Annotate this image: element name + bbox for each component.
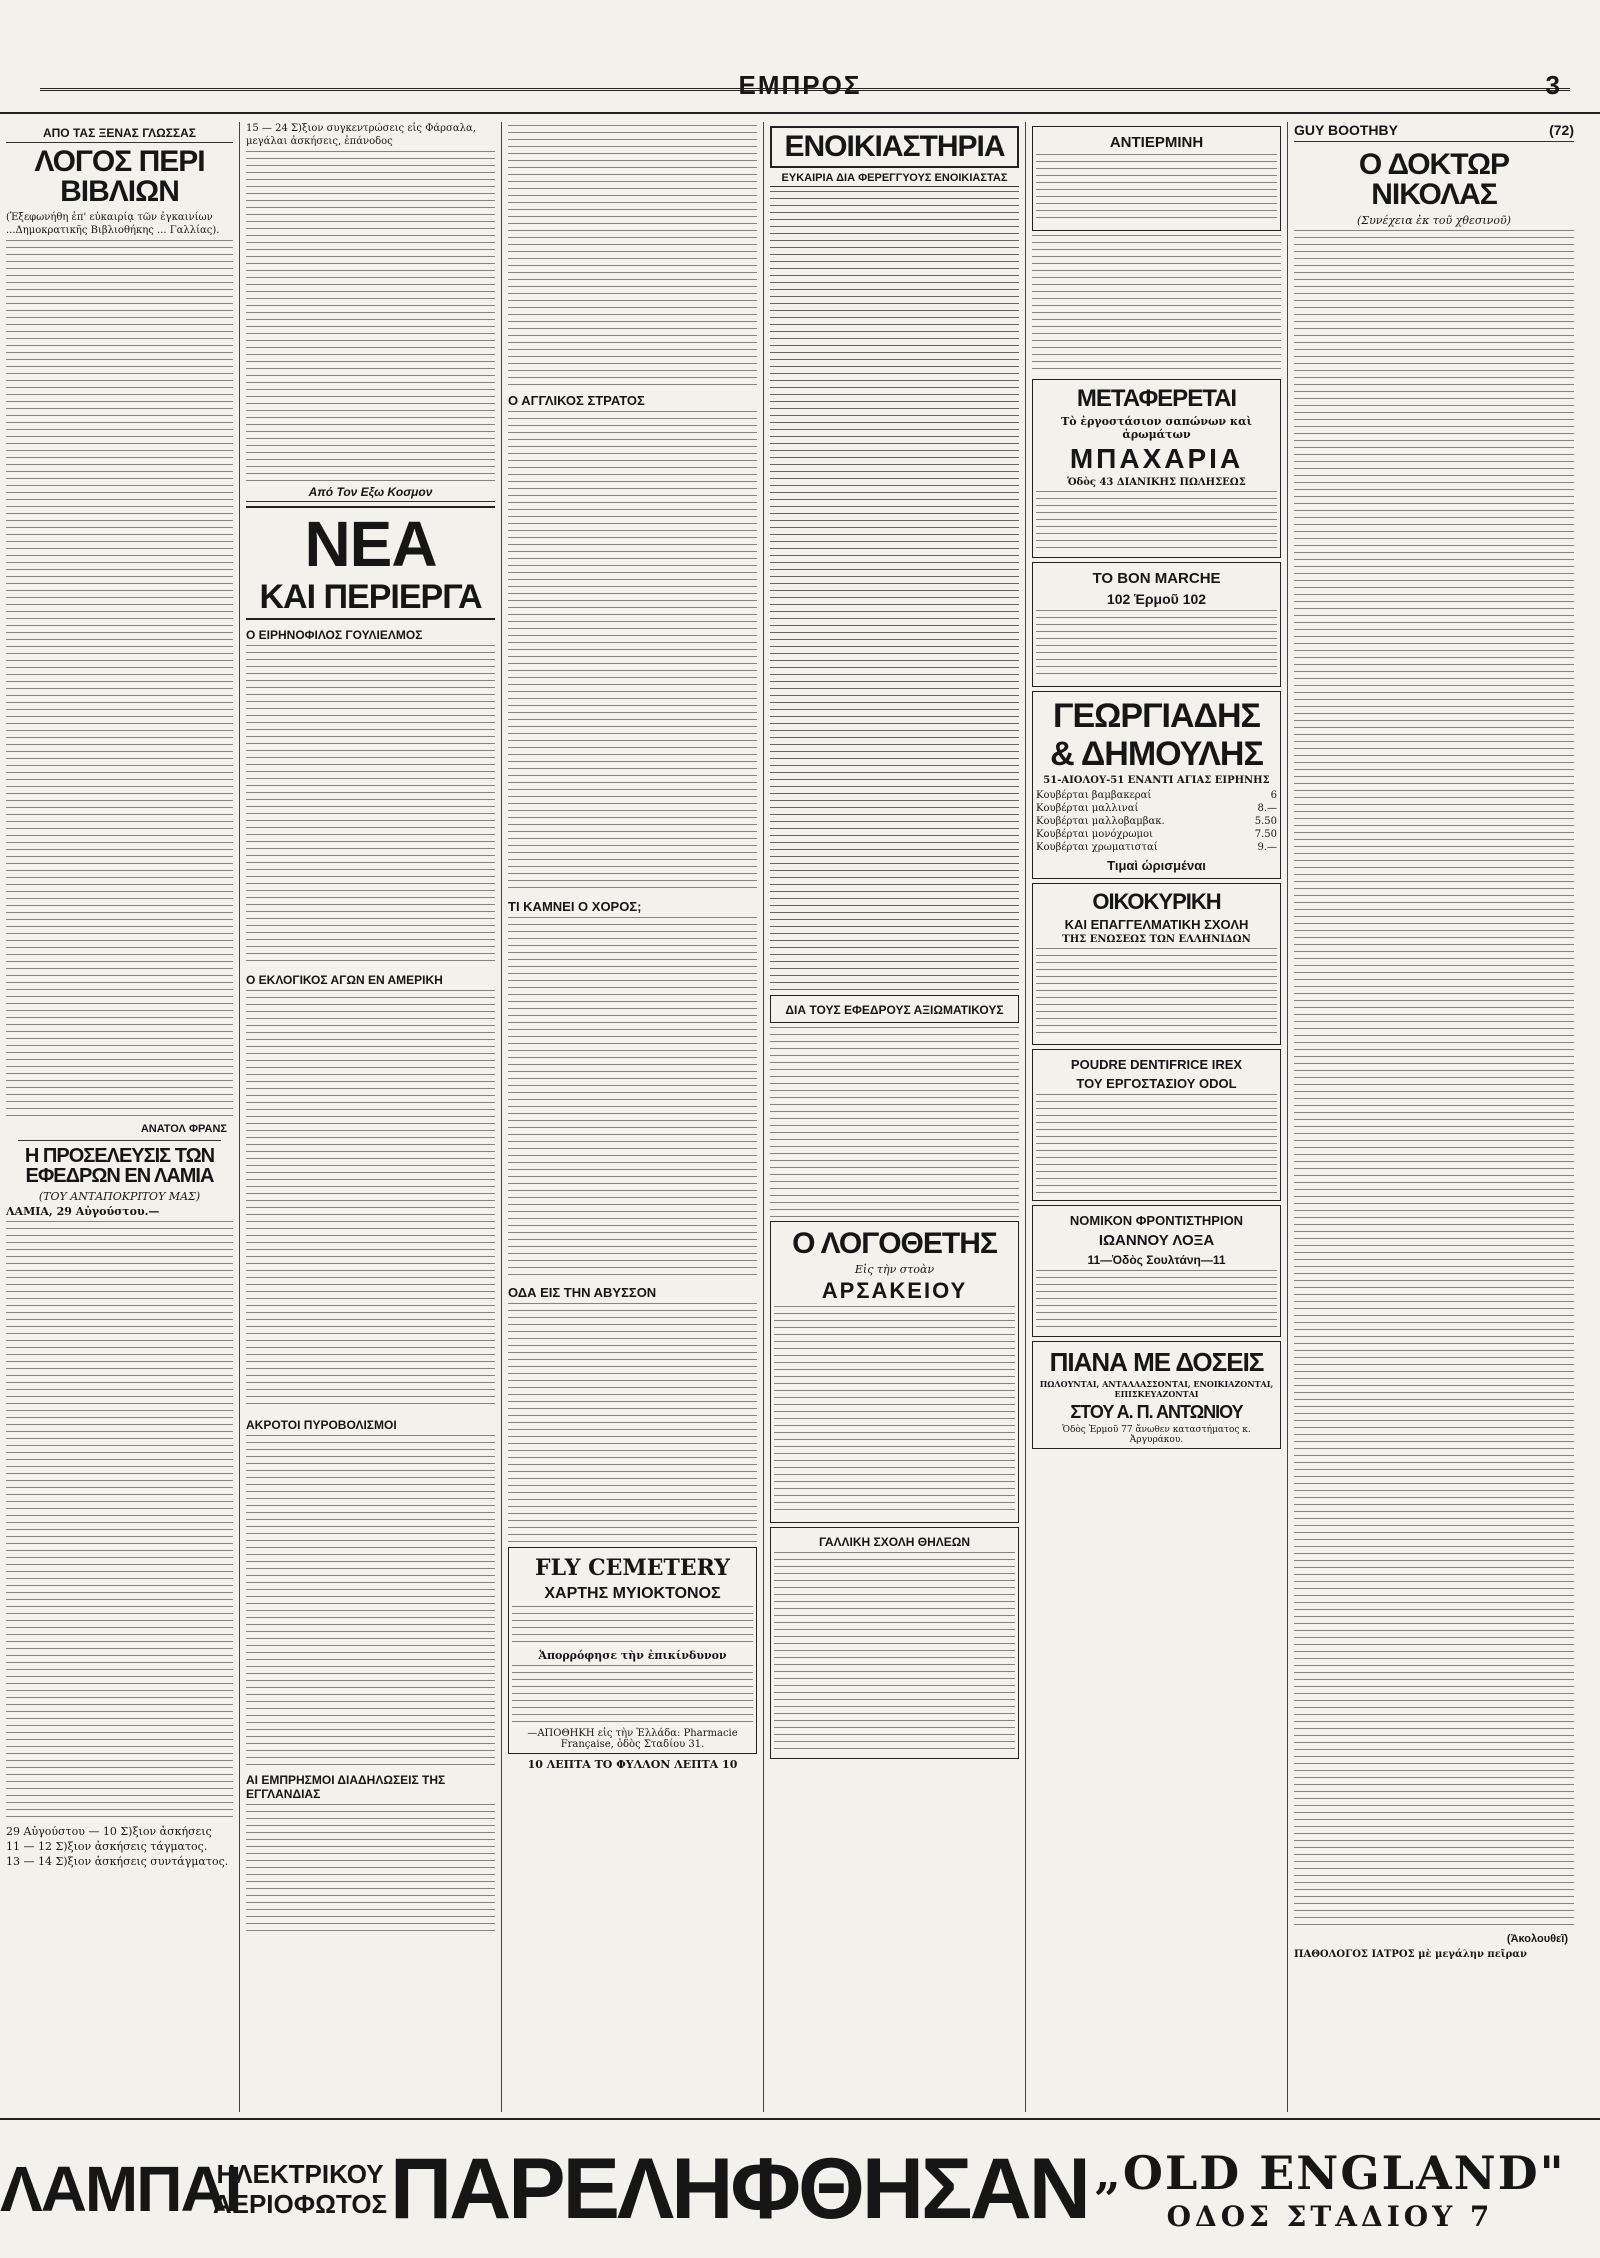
notice-body: [1032, 235, 1281, 375]
issue-price: 10 ΛΕΠΤΑ ΤΟ ΦΥΛΛΟΝ ΛΕΠΤΑ 10: [527, 1758, 738, 1771]
section-heading: Ο ΕΙΡΗΝΟΦΙΛΟΣ ΓΟΥΛΙΕΛΜΟΣ: [246, 628, 423, 642]
headline-rentals: ΕΝΟΙΚΙΑΣΤΗΡΙΑ: [770, 126, 1019, 168]
ad-line: ΚΑΙ ΕΠΑΓΓΕΛΜΑΤΙΚΗ ΣΧΟΛΗ: [1064, 917, 1249, 932]
article-body: [246, 1804, 495, 1934]
bottom-advertisement: [0, 2118, 1600, 2258]
masthead: [0, 0, 1600, 114]
list-item: 11 — 12 Σ)ξιον ἀσκήσεις τάγματος.: [6, 1840, 208, 1853]
ad-title: Ο ΛΟΓΟΘΕΤΗΣ: [792, 1227, 997, 1260]
ad-body: [1036, 610, 1277, 680]
price-row: [1036, 789, 1277, 802]
price-value: 6: [1270, 790, 1277, 801]
ad-title: ΑΝΤΙΕΡΜΙΝΗ: [1109, 134, 1204, 151]
ad-body: [1036, 1270, 1277, 1330]
ad-body: [774, 1552, 1015, 1752]
section-heading: ΟΔΑ ΕΙΣ ΤΗΝ ΑΒΥΣΣΟΝ: [508, 1285, 657, 1300]
ad-title: ΝΟΜΙΚΟΝ ΦΡΟΝΤΙΣΤΗΡΙΟΝ: [1069, 1213, 1244, 1228]
ad-lamps: ΛΑΜΠΑΙ: [0, 2153, 241, 2225]
headline-reservists: Η ΠΡΟΣΕΛΕΥΣΙΣ ΤΩΝ ΕΦΕΔΡΩΝ ΕΝ ΛΑΜΙΑ: [24, 1145, 215, 1187]
price-row: [1036, 841, 1277, 854]
section-heading: ΤΙ ΚΑΜΝΕΙ Ο ΧΟΡΟΣ;: [508, 899, 642, 914]
price-item: Κουβέρται βαμβακεραί: [1036, 790, 1152, 801]
column-2: [240, 122, 502, 2112]
headline-books: ΛΟΓΟΣ ΠΕΡΙ ΒΙΒΛΙΩΝ: [34, 145, 205, 208]
column-3: [502, 122, 764, 2112]
article-body-books: [6, 240, 233, 1120]
section-kicker: Από Τον Εξω Κοσμον: [246, 485, 495, 502]
headline-curiosities: ΚΑΙ ΠΕΡΙΕΡΓΑ: [246, 580, 495, 620]
serial-installment: (72): [1549, 122, 1574, 138]
ad-body: [1036, 1094, 1277, 1194]
schedule-list: [6, 1824, 233, 1869]
notice-title: ΔΙΑ ΤΟΥΣ ΕΦΕΔΡΟΥΣ ΑΞΙΩΜΑΤΙΚΟΥΣ: [785, 1003, 1004, 1017]
serial-author: GUY BOOTHBY: [1294, 122, 1398, 138]
page-number: 3: [1545, 70, 1560, 100]
price-value: 8.—: [1257, 803, 1277, 814]
price-row: [1036, 815, 1277, 828]
ad-arrived: ΠΑΡΕΛΗΦΘΗΣΑΝ: [390, 2140, 1088, 2237]
price-note: Τιμαὶ ὡρισμέναι: [1107, 858, 1206, 873]
list-item: 13 — 14 Σ)ξιον ἀσκήσεις συντάγματος.: [6, 1855, 229, 1868]
ad-body: [1036, 948, 1277, 1038]
advertisement-fly-cemetery: [508, 1547, 757, 1754]
section-heading: Ο ΕΚΛΟΓΙΚΟΣ ΑΓΩΝ ΕΝ ΑΜΕΡΙΚΗ: [246, 973, 443, 987]
article-body: [508, 917, 757, 1277]
price-value: 9.—: [1257, 842, 1277, 853]
column-6: [1288, 122, 1580, 2112]
advertisement-bon-marche: [1032, 562, 1281, 687]
article-body-continued: [508, 125, 757, 385]
newspaper-title: ΕΜΠΡΟΣ: [738, 70, 862, 100]
advertisement-georgiadis: [1032, 691, 1281, 879]
ad-title: ΟΙΚΟΚΥΡΙΚΗ: [1092, 889, 1221, 914]
price-row: [1036, 802, 1277, 815]
ad-store-address: ΟΔΟΣ ΣΤΑΔΙΟΥ 7: [1166, 2199, 1494, 2233]
ad-line: Τὸ ἐργοστάσιον σαπώνων καὶ ἀρωμάτων: [1061, 415, 1252, 441]
ad-title: POUDRE DENTIFRICE IREX: [1070, 1057, 1243, 1072]
notice-box: [770, 995, 1019, 1023]
ad-title: ΠΙΑΝΑ ΜΕ ΔΟΣΕΙΣ: [1049, 1347, 1264, 1377]
ad-depot: —ΑΠΟΘΗΚΗ εἰς τὴν Ἑλλάδα: Pharmacie Française, ὁδὸς Σταδίου 31.: [527, 1728, 738, 1750]
rentals-listings: [770, 191, 1019, 991]
ad-name: ΜΠΑΧΑΡΙΑ: [1069, 443, 1244, 474]
article-body: [246, 990, 495, 1410]
ad-name: ΑΡΣΑΚΕΙΟΥ: [821, 1278, 968, 1303]
notice-body: [770, 1027, 1019, 1217]
list-item: 29 Αὐγούστου — 10 Σ)ξιον ἀσκήσεις: [6, 1825, 212, 1838]
article-signature: ΑΝΑΤΟΛ ΦΡΑΝΣ: [140, 1123, 227, 1135]
ad-title-second: & ΔΗΜΟΥΛΗΣ: [1050, 735, 1263, 773]
advertisement-school: [770, 1527, 1019, 1759]
advertisement-antiermini: [1032, 126, 1281, 231]
ad-body: [1036, 491, 1277, 551]
ad-old-england: [1080, 2146, 1580, 2233]
article-dateline: ΛΑΜΙΑ, 29 Αὐγούστου.—: [6, 1205, 160, 1218]
section-kicker: ΑΠΟ ΤΑΣ ΞΕΝΑΣ ΓΛΩΣΣΑΣ: [6, 126, 233, 143]
ad-title: ΜΕΤΑΦΕΡΕΤΑΙ: [1076, 385, 1237, 412]
article-body: [246, 645, 495, 965]
column-4: [764, 122, 1026, 2112]
advertisement-law-tutor: [1032, 1205, 1281, 1337]
advertisement-irex: [1032, 1049, 1281, 1201]
ad-address: 51-ΑΙΟΛΟΥ-51 ΕΝΑΝΤΙ ΑΓΙΑΣ ΕΙΡΗΝΗΣ: [1043, 775, 1270, 786]
ad-sub: ΤΟΥ ΕΡΓΟΣΤΑΣΙΟΥ ODOL: [1076, 1076, 1237, 1091]
advertisement-mpacharia: [1032, 379, 1281, 558]
article-body: [508, 411, 757, 891]
section-heading: ΑΙ ΕΜΠΡΗΣΜΟΙ ΔΙΑΔΗΛΩΣΕΙΣ ΤΗΣ ΕΓΓΛΑΝΔΙΑΣ: [246, 1773, 446, 1801]
price-item: Κουβέρται μαλλοβαμβακ.: [1036, 816, 1165, 827]
ad-address: 11—Ὁδὸς Σουλτάνη—11: [1087, 1253, 1226, 1267]
classified-ad: ΠΑΘΟΛΟΓΟΣ ΙΑΤΡΟΣ μὲ μεγάλην πεῖραν: [1294, 1949, 1527, 1960]
section-heading: ΑΚΡΟΤΟΙ ΠΥΡΟΒΟΛΙΣΜΟΙ: [246, 1418, 397, 1432]
column-1: [0, 122, 240, 2112]
article-body: [508, 1303, 757, 1543]
serial-continuation: (Συνέχεια ἐκ τοῦ χθεσινοῦ): [1357, 214, 1511, 227]
headline-news: ΝΕΑ: [246, 506, 495, 576]
ad-title: ΤΟ ΒΟΝ MARCHE: [1092, 570, 1221, 587]
price-item: Κουβέρται χρωματισταί: [1036, 842, 1158, 853]
ad-body: [512, 1665, 753, 1725]
price-row: [1036, 828, 1277, 841]
divider: [18, 1140, 221, 1141]
article-body-reservists: [6, 1221, 233, 1821]
article-byline: (ΤΟΥ ΑΝΤΑΠΟΚΡΙΤΟΥ ΜΑΣ): [38, 1190, 201, 1203]
ad-line: Ἀπορρόφησε τὴν ἐπικίνδυνον: [538, 1649, 727, 1662]
ad-title: ΓΕΩΡΓΙΑΔΗΣ: [1053, 697, 1260, 735]
article-body: [246, 1435, 495, 1765]
ad-store-name: „OLD ENGLAND": [1094, 2145, 1566, 2200]
rentals-subtitle: ΕΥΚΑΙΡΙΑ ΔΙΑ ΦΕΡΕΓΓΥΟΥΣ ΕΝΟΙΚΙΑΣΤΑΣ: [770, 172, 1019, 187]
serial-header: [1294, 122, 1574, 142]
ad-name: ΣΤΟΥ Α. Π. ΑΝΤΩΝΙΟΥ: [1070, 1402, 1243, 1422]
ad-address: Ὁδὸς 43 ΔΙΑΝΙΚΗΣ ΠΩΛΗΣΕΩΣ: [1067, 477, 1246, 488]
ad-line: Εἰς τὴν στοὰν: [854, 1263, 935, 1276]
ad-line: ΑΕΡΙΟΦΩΤΟΣ: [212, 2189, 388, 2219]
section-heading: Ο ΑΓΓΛΙΚΟΣ ΣΤΡΑΤΟΣ: [508, 393, 645, 408]
advertisement-school-oikokyriki: [1032, 883, 1281, 1045]
price-item: Κουβέρται μαλλιναί: [1036, 803, 1139, 814]
ad-title: ΓΑΛΛΙΚΗ ΣΧΟΛΗ ΘΗΛΕΩΝ: [818, 1535, 971, 1549]
ad-body: [774, 1306, 1015, 1516]
advertisement-pianos: [1032, 1341, 1281, 1449]
ad-line: ΠΩΛΟΥΝΤΑΙ, ΑΝΤΑΛΛΑΣΣΟΝΤΑΙ, ΕΝΟΙΚΙΑΖΟΝΤΑΙ, ΕΠΙΣΚΕΥΑΖΟΝΤΑΙ: [1039, 1379, 1274, 1399]
ad-body: [1036, 154, 1277, 224]
advertisement-logothetis: [770, 1221, 1019, 1523]
article-lead: (Ἐξεφωνήθη ἐπ' εὐκαιρίᾳ τῶν ἐγκαινίων ...Δημοκρατικῆς Βιβλιοθήκης ... Γαλλίας).: [6, 212, 220, 236]
masthead-rule: [40, 88, 1570, 91]
ad-gaslight: [210, 2159, 390, 2219]
serial-to-be-continued: (Ἀκολουθεῖ): [1506, 1933, 1568, 1945]
article-continued: 15 — 24 Σ)ξιον συγκεντρώσεις εἰς Φάρσαλα, μεγάλαι ἀσκήσεις, ἐπάνοδος: [246, 123, 476, 147]
ad-sub: ΤΗΣ ΕΝΩΣΕΩΣ ΤΩΝ ΕΛΛΗΝΙΔΩΝ: [1062, 934, 1251, 945]
ad-address: Ὁδὸς Ἑρμοῦ 77 ἄνωθεν καταστήματος κ. Ἀργυράκου.: [1062, 1425, 1251, 1445]
ad-address: 102 Ἑρμοῦ 102: [1106, 591, 1207, 607]
price-value: 7.50: [1254, 829, 1277, 840]
ad-title: FLY CEMETERY: [535, 1555, 730, 1581]
ad-line: ΗΛΕΚΤΡΙΚΟΥ: [216, 2159, 384, 2189]
serial-title: Ο ΔΟΚΤΩΡ ΝΙΚΟΛΑΣ: [1358, 148, 1510, 211]
serial-body: [1294, 230, 1574, 1930]
article-body-continued: [246, 151, 495, 481]
ad-name: ΙΩΑΝΝΟΥ ΛΟΞΑ: [1098, 1232, 1215, 1249]
price-value: 5.50: [1254, 816, 1277, 827]
price-list: [1036, 789, 1277, 854]
column-5: [1026, 122, 1288, 2112]
price-item: Κουβέρται μονόχρωμοι: [1036, 829, 1153, 840]
ad-body: [512, 1606, 753, 1646]
ad-subtitle: ΧΑΡΤΗΣ ΜΥΙΟΚΤΟΝΟΣ: [544, 1585, 721, 1602]
